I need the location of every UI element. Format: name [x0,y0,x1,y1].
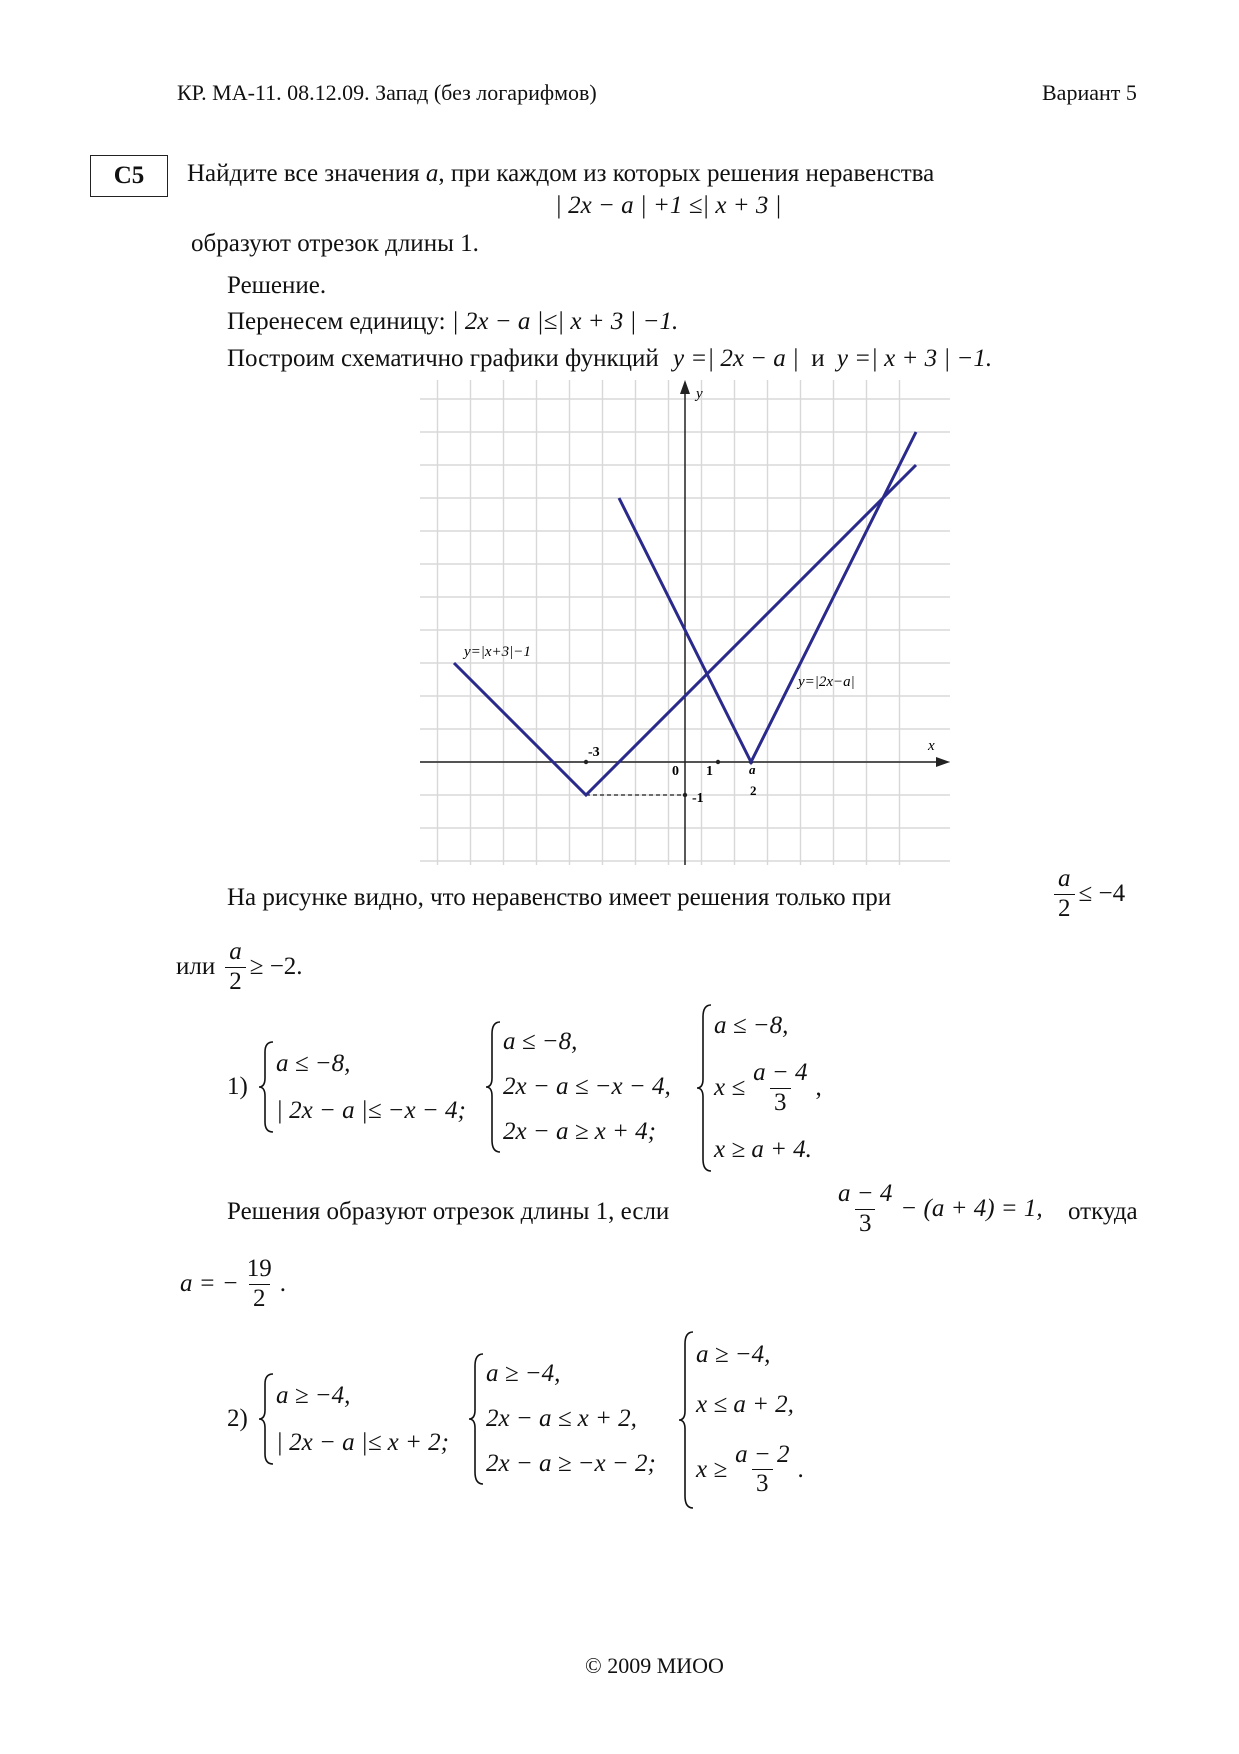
function-graph [420,380,950,865]
or-cond: ≥ −2. [249,953,303,981]
case1-sys2-line2: 2x − a ≤ −x − 4, [503,1072,671,1100]
case2-system2 [468,1352,656,1486]
problem-statement-end: образуют отрезок длины 1. [191,230,479,257]
result1-text: Решения образуют отрезок длины 1, если [227,1198,670,1225]
case2-system3 [678,1330,804,1510]
result1-then: откуда [1068,1198,1138,1225]
case1-sys3-line3: x ≥ a + 4. [714,1135,812,1163]
statement-var: a [425,160,439,187]
para1-cond: ≤ −4 [1078,880,1126,908]
solution-step1 [227,308,678,336]
header-left: КР. МА-11. 08.12.09. Запад (без логарифмов) [177,80,597,105]
case1-label: 1) [227,1073,248,1100]
case2-sys2-line2: 2x − a ≤ x + 2, [486,1404,637,1432]
frac-num: a − 4 [753,1058,808,1086]
case2-sys3-line3 [696,1441,804,1500]
brace-icon [468,1352,486,1486]
step1-formula: | 2x − a |≤| x + 3 | −1. [451,308,679,335]
case2-system1 [258,1372,449,1466]
case1-system2 [485,1020,671,1154]
case1-sys2-line3: 2x − a ≥ x + 4; [503,1117,656,1145]
label-f1: y=|x+3|−1 [464,644,531,660]
axis-x-label: x [928,738,935,754]
case1-sys3-line1: a ≤ −8, [714,1012,789,1040]
step2-text: Построим схематично графики функций [227,345,659,372]
tick-dot [716,760,720,764]
case1-sys2-line1: a ≤ −8, [503,1028,578,1056]
frac-num: a [229,938,242,965]
para1-text: На рисунке видно, что неравенство имеет решения только при [227,884,892,911]
brace-icon [258,1040,276,1134]
answer1-pre: a = − [180,1270,239,1298]
x-axis-arrow-icon [936,757,950,767]
para1-condition [1050,865,1125,924]
case2-sys1-line2: | 2x − a |≤ x + 2; [276,1428,449,1456]
step2-and: и [811,345,825,372]
frac-den: 2 [225,967,246,997]
case1-sys3-frac [749,1059,811,1118]
graph-axes [420,380,950,865]
case1-sys3-line2-pre: x ≤ [714,1074,746,1101]
case2-label: 2) [227,1405,248,1432]
tick-2: 2 [750,783,757,798]
result1-formula [830,1180,1043,1239]
footer: © 2009 МИОО [585,1653,724,1678]
frac-a-over-2-b [225,938,246,997]
tick-0: 0 [672,764,679,779]
frac-num: 19 [246,1255,272,1282]
tick-dot [584,760,588,764]
case1-sys1-line1: a ≤ −8, [276,1049,351,1077]
solution-step2 [227,345,992,373]
frac-num: a [1058,865,1071,892]
tick-a: a [749,762,756,777]
case2-sys1-line1: a ≥ −4, [276,1381,351,1409]
frac-den: 2 [249,1284,270,1314]
case2-sys3-line2: x ≤ a + 2, [696,1390,794,1418]
solution-title: Решение. [227,272,327,299]
step2-f2: y =| x + 3 | −1. [836,345,993,372]
tick-neg1: -1 [692,791,704,806]
brace-icon [696,1003,714,1173]
tick-dot [683,793,687,797]
step1-text: Перенесем единицу: [227,308,446,335]
problem-statement [187,160,934,188]
case1-system3 [696,1003,822,1173]
brace-icon [678,1330,696,1510]
case2-sys3-line3-pre: x ≥ [696,1455,728,1483]
brace-icon [485,1020,503,1154]
label-f2: y=|2x−a| [798,674,855,690]
case1-sys1-line2: | 2x − a |≤ −x − 4; [276,1096,466,1124]
header-right: Вариант 5 [1042,80,1137,105]
case1-sys3-line2 [714,1059,822,1118]
result1-rest: − (a + 4) = 1, [900,1195,1043,1223]
frac-num: a − 2 [735,1440,790,1468]
y-axis-arrow-icon [680,380,690,394]
case2-sys3-frac [731,1441,793,1500]
frac-den: 3 [770,1088,791,1118]
case2-sys3-line1: a ≥ −4, [696,1340,771,1368]
case2-sys2-line1: a ≥ −4, [486,1360,561,1388]
brace-icon [258,1372,276,1466]
or-word: или [176,953,216,981]
problem-label: C5 [90,155,168,197]
answer1-post: . [279,1270,286,1298]
tick-neg3: -3 [588,745,600,760]
case1-sys3-line2-post: , [815,1074,822,1101]
frac-den: 3 [855,1209,876,1239]
problem-inequality: | 2x − a | +1 ≤| x + 3 | [555,192,782,219]
axis-y-label: y [696,386,703,402]
or-condition [176,938,303,997]
case2-sys2-line3: 2x − a ≥ −x − 2; [486,1449,656,1477]
step2-f1: y =| 2x − a | [673,345,799,372]
frac-den: 3 [752,1469,773,1499]
frac-a-over-2 [1054,865,1075,924]
statement-part2: , при каждом из которых решения неравенства [438,160,935,187]
answer1 [180,1255,286,1314]
answer1-frac [243,1255,276,1314]
case2-sys3-line3-post: . [797,1455,804,1483]
statement-part1: Найдите все значения [187,160,420,187]
case1-system1 [258,1040,466,1134]
frac-num: a − 4 [838,1180,893,1207]
frac-den: 2 [1054,894,1075,924]
tick-1: 1 [706,764,713,779]
result1-frac [834,1180,896,1239]
